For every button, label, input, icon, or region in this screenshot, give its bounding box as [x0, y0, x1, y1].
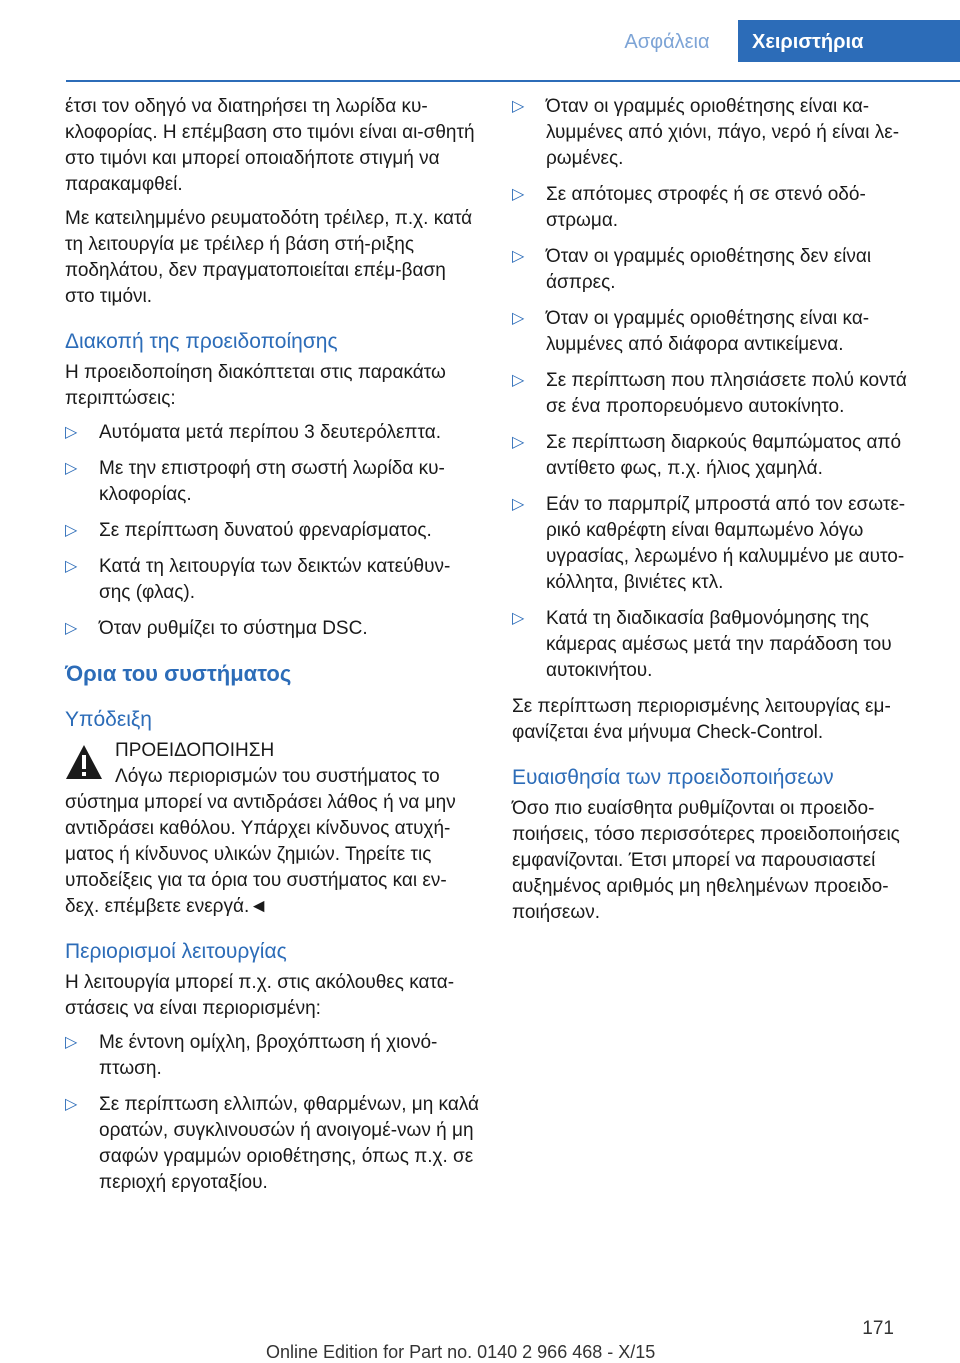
list-item: ▷ Σε απότομες στροφές ή σε στενό οδό-στρωμα.	[512, 184, 866, 231]
warning-box	[65, 738, 479, 764]
heading-warning-sensitivity: Ευαισθησία των προειδοποιήσεων	[512, 766, 834, 789]
page-footer	[0, 1312, 960, 1362]
paragraph-trailer-socket: Με κατειλημμένο ρευματοδότη τρέιλερ, π.χ. κατά τη λειτουργία με τρέιλερ ή βάση στή-ριξης ποδηλάτου, δεν πραγματοποιείται επέμ-βαση στο τιμόνι.	[65, 208, 473, 307]
heading-system-limits: Όρια του συστήματος	[65, 661, 292, 686]
bullet-triangle-icon: ▷	[65, 558, 78, 575]
warning-title: ΠΡΟΕΙΔΟΠΟΙΗΣΗ	[115, 740, 275, 761]
heading-note: Υπόδειξη	[65, 708, 152, 731]
list-item: ▷ Σε περίπτωση που πλησιάσετε πολύ κοντά σε ένα προπορευόμενο αυτοκίνητο.	[512, 370, 907, 417]
heading-function-restrictions: Περιορισμοί λειτουργίας	[65, 940, 287, 963]
bullet-triangle-icon: ▷	[65, 460, 78, 477]
list-item: ▷ Εάν το παρμπρίζ μπροστά από τον εσωτε-ρικό καθρέφτη είναι θαμπωμένο λόγω υγρασίας, λερωμένο ή καλυμμένο με αυτο-κόλλητα, βινιέτες κτλ.	[512, 494, 906, 593]
warning-triangle-icon	[65, 744, 103, 780]
bullet-triangle-icon: ▷	[65, 1034, 78, 1051]
bullet-triangle-icon: ▷	[512, 434, 525, 451]
bullet-triangle-icon: ▷	[65, 620, 78, 637]
paragraph-sensitivity: Όσο πιο ευαίσθητα ρυθμίζονται οι προειδο-ποιήσεις, τόσο περισσότερες προειδοποιήσεις εμφανίζονται. Έτσι μπορεί να παρουσιαστεί αυξημένος αριθμός μη ηθελημένων προειδο-ποιήσεων.	[512, 798, 900, 923]
list-restrictions	[65, 1030, 479, 1196]
page-header	[0, 20, 960, 62]
bullet-triangle-icon: ▷	[512, 310, 525, 327]
list-item: ▷ Όταν οι γραμμές οριοθέτησης είναι κα-λυμμένες από διάφορα αντικείμενα.	[512, 308, 870, 355]
bullet-triangle-icon: ▷	[512, 98, 525, 115]
list-item: ▷ Σε περίπτωση διαρκούς θαμπώματος από αντίθετο φως, π.χ. ήλιος χαμηλά.	[512, 432, 902, 479]
paragraph-steering-intervention: έτσι τον οδηγό να διατηρήσει τη λωρίδα κυ-κλοφορίας. Η επέμβαση στο τιμόνι είναι αι-σθητή στο τιμόνι και μπορεί οποιαδήποτε στιγμή να παρακαμφθεί.	[65, 96, 475, 195]
bullet-triangle-icon: ▷	[512, 248, 525, 265]
list-item: ▷ Όταν ρυθμίζει το σύστημα DSC.	[65, 616, 479, 642]
paragraph-check-control: Σε περίπτωση περιορισμένης λειτουργίας εμ-φανίζεται ένα μήνυμα Check-Control.	[512, 696, 891, 743]
bullet-triangle-icon: ▷	[512, 186, 525, 203]
page-number: 171	[862, 1318, 894, 1339]
edition-text: Online Edition for Part no. 0140 2 966 468 - X/15	[266, 1342, 656, 1362]
bullet-triangle-icon: ▷	[512, 610, 525, 627]
left-column	[65, 94, 479, 1206]
bullet-triangle-icon: ▷	[65, 1096, 78, 1113]
list-item: ▷ Όταν οι γραμμές οριοθέτησης δεν είναι άσπρες.	[512, 246, 872, 293]
list-item: ▷ Αυτόματα μετά περίπου 3 δευτερόλεπτα.	[65, 420, 479, 446]
paragraph-restrictions-intro: Η λειτουργία μπορεί π.χ. στις ακόλουθες κατα-στάσεις να είναι περιορισμένη:	[65, 972, 455, 1019]
list-interruption	[65, 420, 479, 642]
header-tab-safety[interactable]: Ασφάλεια	[624, 31, 710, 53]
heading-warning-interruption: Διακοπή της προειδοποίησης	[65, 330, 338, 353]
right-column	[512, 94, 926, 934]
list-item: ▷ Σε περίπτωση ελλιπών, φθαρμένων, μη καλά ορατών, συγκλινουσών ή ανοιγομέ-νων ή μη σαφών γραμμών οριοθέτησης, όπως π.χ. σε περιοχή εργοταξίου.	[65, 1094, 480, 1193]
bullet-triangle-icon: ▷	[65, 522, 78, 539]
bullet-triangle-icon: ▷	[512, 372, 525, 389]
warning-text: Λόγω περιορισμών του συστήματος το σύστημα μπορεί να αντιδράσει λάθος ή να μην αντιδράσει καθόλου. Υπάρχει κίνδυνος ατυχή-ματος ή κίνδυνος υλικών ζημιών. Τηρείτε τις υποδείξεις για τα όρια του συστήματος και εν-δεχ. επέμβετε ενεργά.◄	[65, 766, 456, 917]
header-tab-controls[interactable]: Χειριστήρια	[738, 20, 960, 62]
list-item: ▷ Όταν οι γραμμές οριοθέτησης είναι κα-λυμμένες από χιόνι, πάγο, νερό ή είναι λε-ρωμένες.	[512, 96, 900, 169]
paragraph-interruption-intro: Η προειδοποίηση διακόπτεται στις παρακάτω περιπτώσεις:	[65, 362, 446, 409]
bullet-triangle-icon: ▷	[65, 424, 78, 441]
list-item: ▷ Με την επιστροφή στη σωστή λωρίδα κυ-κλοφορίας.	[65, 458, 445, 505]
bullet-triangle-icon: ▷	[512, 496, 525, 513]
list-item: ▷ Σε περίπτωση δυνατού φρεναρίσματος.	[65, 518, 479, 544]
header-rule	[66, 80, 960, 82]
list-item: ▷ Με έντονη ομίχλη, βροχόπτωση ή χιονό-πτωση.	[65, 1032, 438, 1079]
list-item: ▷ Κατά τη λειτουργία των δεικτών κατεύθυν-σης (φλας).	[65, 556, 451, 603]
list-item: ▷ Κατά τη διαδικασία βαθμονόμησης της κάμερας αμέσως μετά την παράδοση του αυτοκινήτου.	[512, 608, 892, 681]
list-restrictions-continued	[512, 94, 926, 684]
